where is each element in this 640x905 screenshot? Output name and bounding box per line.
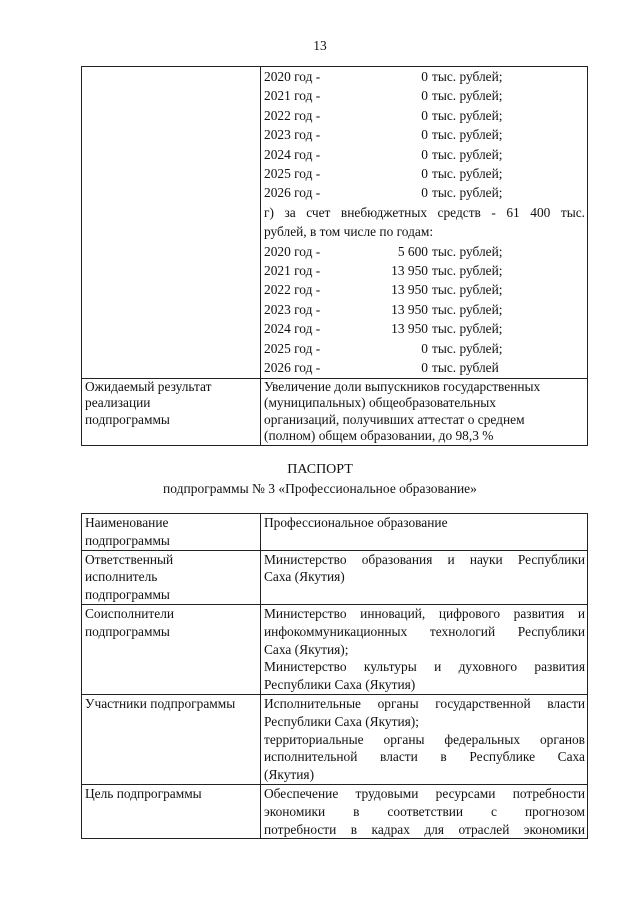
- funding-cell: [261, 67, 588, 379]
- passport-value-line: Саха (Якутия): [264, 569, 345, 585]
- result-value-line: (полном) общем образовании, до 98,3 %: [264, 428, 494, 443]
- passport-value-line: Профессиональное образование: [264, 515, 448, 530]
- passport-label-cell: [82, 550, 261, 604]
- funding-unit: тыс. рублей;: [432, 69, 503, 84]
- funding-line: [264, 106, 585, 125]
- funding-amount: 13 950: [391, 282, 428, 298]
- passport-label-line: подпрограммы: [85, 587, 170, 603]
- extra-budget-line: г) за счет внебюджетных средств - 61 400 тыс.: [264, 204, 585, 220]
- funding-unit: тыс. рублей;: [432, 107, 503, 123]
- funding-amount: 0: [421, 360, 428, 376]
- funding-line: [264, 280, 585, 299]
- funding-year: 2021 год -: [264, 263, 321, 279]
- page-number: 13: [313, 38, 327, 53]
- funding-line: [264, 242, 585, 261]
- funding-year: 2021 год -: [264, 88, 321, 104]
- result-value-line: (муниципальных) общеобразовательных: [264, 395, 496, 410]
- passport-value-line: Республики Саха (Якутия): [264, 677, 416, 693]
- result-label-line: реализации: [85, 395, 151, 410]
- passport-value-cell: [261, 604, 588, 694]
- result-value-line: Увеличение доли выпускников государственных: [264, 378, 541, 394]
- passport-label-line: исполнитель: [85, 569, 158, 585]
- passport-label-cell: [82, 694, 261, 784]
- passport-value-line: исполнительной власти в Республике Саха: [264, 749, 585, 765]
- result-value-line: организаций, получивших аттестат о среднем: [264, 411, 525, 427]
- passport-value-line: Министерство образования и науки Республики: [264, 551, 585, 567]
- funding-year: 2020 год -: [264, 69, 321, 84]
- funding-amount: 0: [421, 146, 428, 162]
- funding-year: 2026 год -: [264, 185, 321, 201]
- passport-label-cell: [82, 514, 261, 551]
- funding-line: [264, 300, 585, 319]
- funding-amount: 0: [421, 69, 428, 84]
- passport-value-cell: [261, 694, 588, 784]
- funding-line: [264, 183, 585, 202]
- passport-label-cell: [82, 784, 261, 838]
- table-row: [82, 67, 588, 379]
- passport-label-line: подпрограммы: [85, 532, 170, 548]
- funding-unit: тыс. рублей;: [432, 282, 503, 298]
- passport-row: [82, 604, 588, 694]
- result-value-cell: [261, 378, 588, 445]
- funding-unit: тыс. рублей;: [432, 166, 503, 182]
- passport-value-cell: [261, 514, 588, 551]
- funding-year: 2024 год -: [264, 321, 321, 337]
- passport-value-line: Министерство культуры и духовного развития: [264, 659, 585, 675]
- extra-budget-line: рублей, в том числе по годам:: [264, 224, 434, 240]
- result-label-line: подпрограммы: [85, 411, 170, 427]
- funding-unit: тыс. рублей;: [432, 146, 503, 162]
- funding-table: [81, 66, 588, 446]
- passport-title: ПАСПОРТ: [287, 462, 353, 477]
- passport-value-line: Исполнительные органы государственной власти: [264, 695, 585, 711]
- funding-amount: 13 950: [391, 301, 428, 317]
- table-row: [82, 378, 588, 445]
- passport-label-line: подпрограммы: [85, 623, 170, 639]
- funding-line: [264, 339, 585, 358]
- passport-label-line: Соисполнители: [85, 605, 175, 621]
- funding-year: 2025 год -: [264, 166, 321, 182]
- funding-unit: тыс. рублей;: [432, 127, 503, 143]
- passport-row: [82, 694, 588, 784]
- funding-line: [264, 164, 585, 183]
- funding-year: 2025 год -: [264, 340, 321, 356]
- result-label-cell: [82, 378, 261, 445]
- funding-amount: 0: [421, 107, 428, 123]
- passport-label-cell: [82, 604, 261, 694]
- passport-label-line: Участники подпрограммы: [85, 695, 236, 711]
- funding-unit: тыс. рублей;: [432, 88, 503, 104]
- funding-unit: тыс. рублей: [432, 360, 499, 376]
- funding-line: [264, 319, 585, 338]
- funding-year: 2022 год -: [264, 107, 321, 123]
- passport-value-line: Министерство инноваций, цифрового развития и: [264, 605, 585, 621]
- funding-unit: тыс. рублей;: [432, 340, 503, 356]
- passport-value-line: (Якутия): [264, 767, 315, 783]
- funding-line: [264, 125, 585, 144]
- funding-line: [264, 67, 585, 86]
- funding-unit: тыс. рублей;: [432, 243, 503, 259]
- funding-list-g: [264, 242, 585, 378]
- passport-row: [82, 514, 588, 551]
- funding-unit: тыс. рублей;: [432, 263, 503, 279]
- funding-unit: тыс. рублей;: [432, 321, 503, 337]
- passport-value-line: потребности в кадрах для отраслей экономики: [264, 821, 585, 837]
- funding-year: 2020 год -: [264, 243, 321, 259]
- passport-label-line: Цель подпрограммы: [85, 785, 202, 801]
- funding-line: [264, 261, 585, 280]
- passport-value-line: инфокоммуникационных технологий Республики: [264, 623, 585, 639]
- funding-amount: 0: [421, 340, 428, 356]
- funding-year: 2024 год -: [264, 146, 321, 162]
- passport-subtitle: подпрограммы № 3 «Профессиональное образование»: [163, 481, 477, 496]
- funding-amount: 13 950: [391, 263, 428, 279]
- funding-amount: 0: [421, 88, 428, 104]
- funding-year: 2023 год -: [264, 301, 321, 317]
- funding-unit: тыс. рублей;: [432, 185, 503, 201]
- funding-amount: 5 600: [397, 243, 428, 259]
- passport-table: [81, 513, 588, 839]
- funding-year: 2026 год -: [264, 360, 321, 376]
- passport-row: [82, 784, 588, 838]
- empty-label-cell: [82, 67, 261, 379]
- funding-line: [264, 358, 585, 377]
- passport-value-line: Обеспечение трудовыми ресурсами потребности: [264, 785, 585, 801]
- funding-line: [264, 86, 585, 105]
- passport-value-line: территориальные органы федеральных органов: [264, 731, 585, 747]
- passport-label-line: Наименование: [85, 515, 169, 530]
- passport-value-line: Республики Саха (Якутия);: [264, 713, 419, 729]
- funding-amount: 0: [421, 185, 428, 201]
- passport-row: [82, 550, 588, 604]
- funding-line: [264, 145, 585, 164]
- funding-amount: 0: [421, 166, 428, 182]
- passport-value-cell: [261, 784, 588, 838]
- funding-amount: 0: [421, 127, 428, 143]
- funding-amount: 13 950: [391, 321, 428, 337]
- funding-unit: тыс. рублей;: [432, 301, 503, 317]
- passport-value-cell: [261, 550, 588, 604]
- funding-year: 2022 год -: [264, 282, 321, 298]
- passport-label-line: Ответственный: [85, 551, 174, 567]
- funding-list-a: [264, 67, 585, 203]
- result-label-line: Ожидаемый результат: [85, 378, 212, 394]
- passport-value-line: Саха (Якутия);: [264, 641, 349, 657]
- funding-year: 2023 год -: [264, 127, 321, 143]
- passport-value-line: экономики в соответствии с прогнозом: [264, 803, 585, 819]
